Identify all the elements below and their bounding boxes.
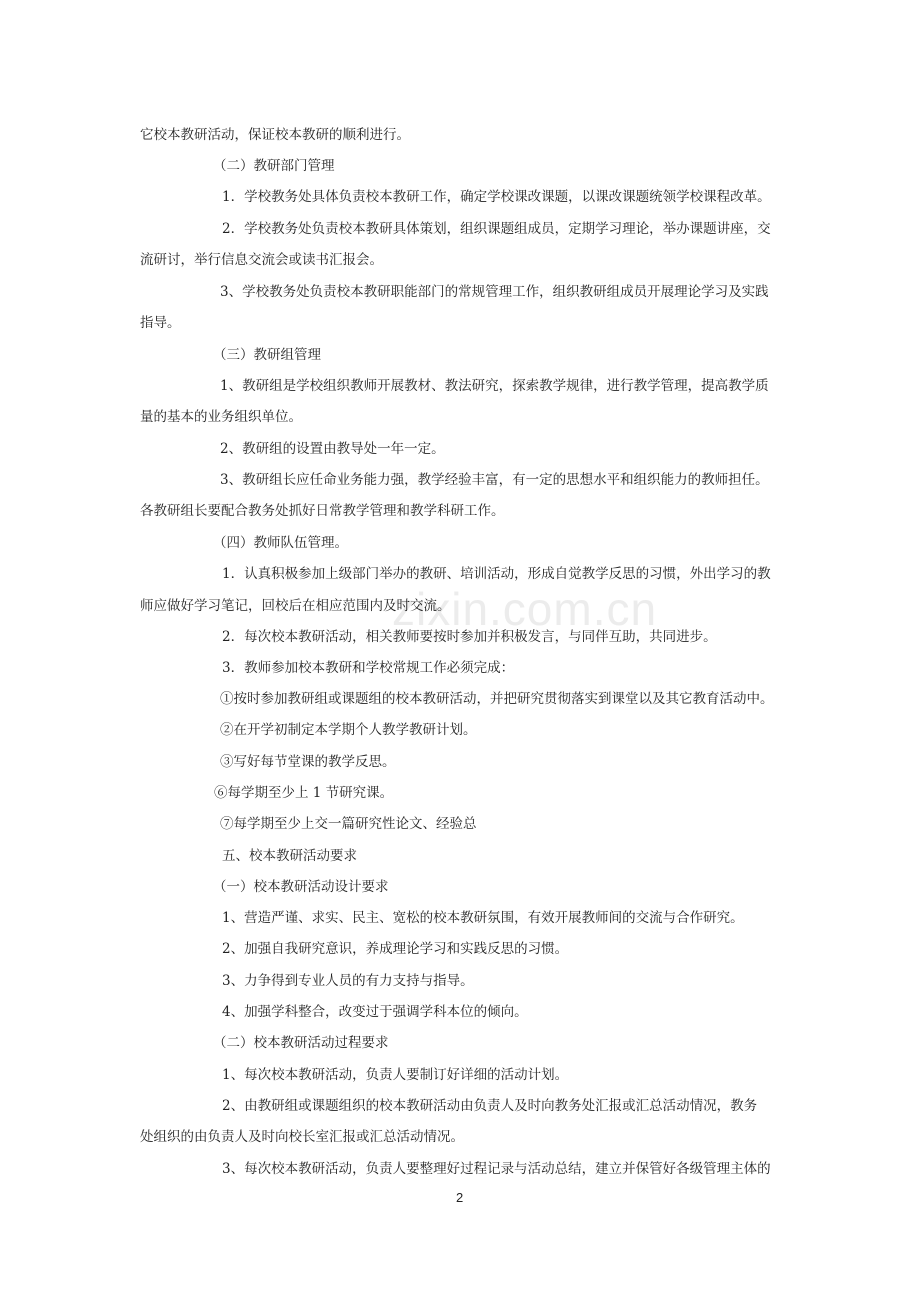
text-line: 处组织的由负责人及时向校长室汇报或汇总活动情况。 [140, 1129, 464, 1145]
text-line: 4、加强学科整合，改变过于强调学科本位的倾向。 [222, 1004, 528, 1020]
text-line: 1．认真积极参加上级部门举办的教研、培训活动，形成自觉教学反思的习惯，外出学习的教 [222, 566, 771, 582]
text-line: 2．学校教务处负责校本教研具体策划，组织课题组成员，定期学习理论，举办课题讲座，交 [222, 221, 771, 237]
text-line: 各教研组长要配合教务处抓好日常教学管理和教学科研工作。 [140, 503, 505, 519]
text-line: 它校本教研活动，保证校本教研的顺利进行。 [140, 127, 410, 143]
text-line: 3、力争得到专业人员的有力支持与指导。 [222, 973, 474, 989]
text-line: 1、每次校本教研活动，负责人要制订好详细的活动计划。 [222, 1067, 569, 1083]
text-line: 1、营造严谨、求实、民主、宽松的校本教研氛围，有效开展教师间的交流与合作研究。 [222, 910, 744, 926]
watermark: zixin.com.cn [392, 583, 658, 635]
page-number: 2 [456, 1190, 464, 1205]
text-line: 流研讨，举行信息交流会或读书汇报会。 [140, 252, 383, 268]
list-item: ③写好每节堂课的教学反思。 [220, 754, 396, 770]
list-item: ①按时参加教研组或课题组的校本教研活动，并把研究贯彻落实到课堂以及其它教育活动中。 [220, 691, 774, 707]
section-heading: （二）教研部门管理 [213, 158, 335, 174]
list-item: ⑥每学期至少上 1 节研究课。 [214, 785, 394, 801]
text-line: 3、每次校本教研活动，负责人要整理好过程记录与活动总结，建立并保管好各级管理主体的 [222, 1161, 771, 1177]
text-line: 3、教研组长应任命业务能力强，教学经验丰富，有一定的思想水平和组织能力的教师担任。 [220, 472, 769, 488]
text-line: 3．教师参加校本教研和学校常规工作必须完成： [222, 660, 515, 676]
text-line: 3、学校教务处负责校本教研职能部门的常规管理工作，组织教研组成员开展理论学习及实践 [220, 284, 769, 300]
text-line: 师应做好学习笔记，回校后在相应范围内及时交流。 [140, 598, 451, 614]
text-line: 指导。 [140, 315, 181, 331]
text-line: 2、由教研组或课题组织的校本教研活动由负责人及时向教务处汇报或汇总活动情况，教务 [222, 1098, 758, 1114]
list-item: ⑦每学期至少上交一篇研究性论文、经验总 [220, 816, 477, 832]
text-line: 2．每次校本教研活动，相关教师要按时参加并积极发言，与同伴互助，共同进步。 [222, 629, 717, 645]
text-line: 1．学校教务处具体负责校本教研工作，确定学校课改课题，以课改课题统领学校课程改革。 [222, 189, 771, 205]
text-line: 2、教研组的设置由教导处一年一定。 [220, 441, 445, 457]
section-heading: （一）校本教研活动设计要求 [213, 879, 389, 895]
section-heading: 五、校本教研活动要求 [222, 848, 357, 864]
text-line: 量的基本的业务组织单位。 [140, 409, 302, 425]
section-heading: （三）教研组管理 [213, 347, 321, 363]
section-heading: （四）教师队伍管理。 [213, 535, 348, 551]
text-line: 1、教研组是学校组织教师开展教材、教法研究，探索教学规律，进行教学管理，提高教学质 [220, 378, 769, 394]
section-heading: （二）校本教研活动过程要求 [213, 1035, 389, 1051]
text-line: 2、加强自我研究意识，养成理论学习和实践反思的习惯。 [222, 941, 569, 957]
list-item: ②在开学初制定本学期个人教学教研计划。 [220, 722, 477, 738]
